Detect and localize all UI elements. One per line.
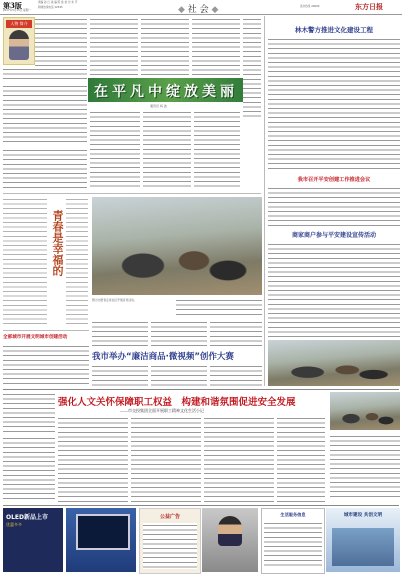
masthead: 东方日报 — [355, 2, 383, 11]
right-photo — [268, 340, 400, 386]
tv-icon — [76, 514, 130, 550]
right-body-1 — [268, 37, 400, 172]
right-body-2 — [268, 186, 400, 226]
ad-mid-title: 公益广告 — [159, 514, 180, 520]
contest-headline: 我市举办“廉洁商品·微视频”创作大赛 — [92, 352, 234, 362]
feature-banner — [88, 78, 250, 102]
contest-col-2 — [151, 364, 207, 386]
bottom-headline: 强化人文关怀保障职工权益 构建和谐氛围促进安全发展 — [58, 397, 296, 408]
feature-banner-title: 在平凡中绽放美丽 — [94, 84, 238, 100]
left-col-body-2 — [3, 148, 87, 188]
mid-col-2 — [151, 320, 207, 346]
section-divider-1 — [3, 193, 261, 194]
ad-info — [261, 508, 325, 574]
right-body-3 — [268, 242, 400, 337]
left-col-body — [3, 84, 87, 146]
upper-col-2 — [141, 17, 189, 75]
right-headline-2: 我市召开平安创建工作推进会议 — [297, 177, 371, 183]
hotline-line: 新闻热线电话 12345 — [38, 6, 63, 9]
bottom-left-text — [3, 392, 55, 432]
profile-badge — [3, 17, 35, 65]
ad-left-sub: 优惠多多 — [6, 522, 22, 527]
middle-left-body — [3, 344, 89, 386]
ad-portrait — [202, 508, 258, 572]
right-divider — [264, 16, 265, 386]
upper-col-4 — [243, 17, 261, 117]
feature-left-text — [3, 197, 47, 325]
bottom-col-4 — [277, 416, 325, 502]
editors-line: 责编 孙 红 美 编 陈 欧 校 对 朱 平 — [38, 1, 78, 4]
central-photo — [92, 197, 262, 295]
page-header — [0, 0, 402, 15]
upper-col-5 — [90, 110, 140, 190]
ad-info-title: 生活服务信息 — [280, 512, 306, 517]
ad-mid — [139, 508, 201, 574]
contest-col-3 — [210, 364, 262, 386]
bottom-left-text-2 — [3, 436, 55, 502]
ad-left — [3, 508, 63, 572]
bottom-col-3 — [204, 416, 274, 502]
right-headline-3: 商家商户参与平安建设宣传活动 — [291, 232, 376, 239]
profile-photo — [9, 30, 29, 60]
mid-col-1 — [92, 320, 148, 346]
photo-side-text — [176, 298, 262, 316]
section-name: 社 会 — [187, 5, 209, 15]
bottom-subheadline: ——市交投集团全面开展职工精神文化生活小记 — [120, 408, 204, 413]
mid-col-3 — [210, 320, 262, 346]
section-tag: ◆ 社 会 ◆ — [178, 5, 219, 15]
upper-col-3 — [192, 17, 240, 75]
ad-left-title: OLED新品上市 — [6, 514, 49, 521]
upper-col-6 — [143, 110, 191, 190]
bottom-right-photo — [330, 392, 400, 430]
section-divider-2 — [3, 330, 89, 331]
section-divider-3 — [3, 389, 399, 390]
profile-badge-label: 人物 简介 — [6, 20, 32, 28]
banner-right: 读书热线 24000 — [300, 5, 320, 8]
profile-text — [35, 17, 87, 67]
upper-col-1 — [90, 17, 138, 75]
feature-right-text — [66, 197, 88, 325]
date-line: 2017年5月15日 星期一 — [3, 9, 31, 12]
feature-vertical-title: 青春是幸福的 — [51, 210, 64, 276]
right-headline-1: 林木警方推进文化建设工程 — [295, 26, 373, 34]
central-photo-caption: 图为志愿者走进社区开展宣传活动。 — [92, 298, 137, 302]
ads-divider — [3, 505, 399, 506]
upper-col-7 — [194, 110, 240, 190]
bottom-col-2 — [131, 416, 201, 502]
ad-far-right-title: 城市建设 共创文明 — [343, 513, 383, 518]
contest-col-1 — [92, 364, 148, 386]
portrait-photo — [218, 516, 242, 546]
middle-left-headline: 全部城市开展文明城市创建活动 — [3, 335, 68, 340]
profile-text-2 — [3, 67, 87, 81]
ad-far-right-image — [332, 528, 394, 566]
feature-byline: 通讯员 杨 波 — [150, 104, 167, 108]
ad-info-body — [264, 521, 322, 569]
page-number: 第3版 — [3, 1, 22, 10]
bottom-right-text — [330, 434, 400, 500]
ad-far-right — [326, 508, 400, 572]
ad-tv — [66, 508, 136, 572]
ad-mid-body — [143, 523, 197, 569]
bottom-col-1 — [58, 416, 128, 502]
